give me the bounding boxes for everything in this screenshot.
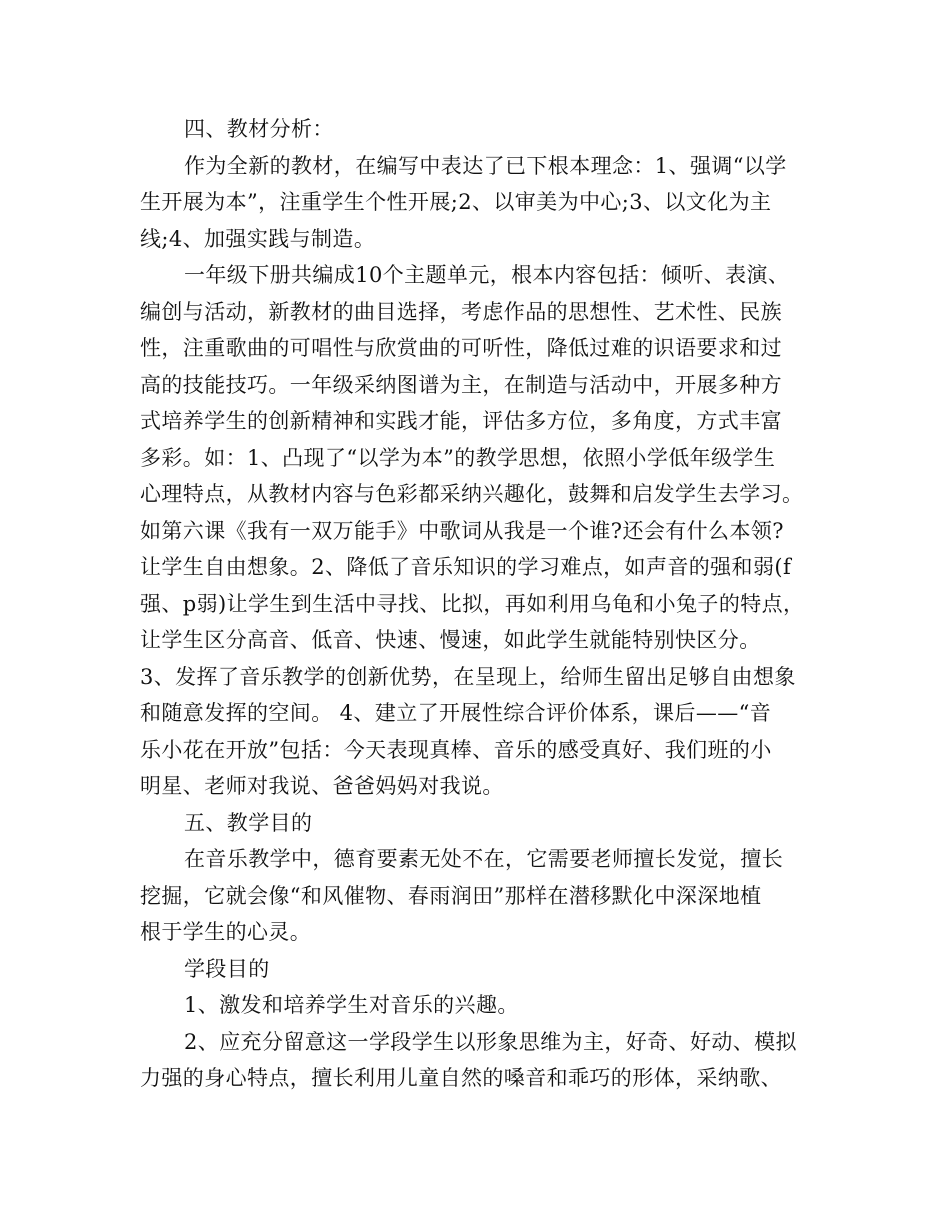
- text-line: 心理特点，从教材内容与色彩都采纳兴趣化，鼓舞和启发学生去学习。: [140, 482, 804, 506]
- text-line: 3、发挥了音乐教学的创新优势，在呈现上，给师生留出足够自由想象: [140, 664, 796, 689]
- text-line: 五、教学目的: [184, 810, 313, 835]
- text-line: 多彩。如：1、凸现了“以学为本”的教学思想，依照小学低年级学生: [140, 445, 776, 470]
- text-line: 生开展为本”，注重学生个性开展;2、以审美为中心;3、以文化为主: [140, 190, 772, 214]
- text-line: 1、激发和培养学生对音乐的兴趣。: [184, 993, 519, 1017]
- text-line: 一年级下册共编成10个主题单元，根本内容包括：倾听、表演、: [184, 263, 790, 287]
- text-line: 高的技能技巧。一年级采纳图谱为主，在制造与活动中，开展多种方: [140, 372, 782, 397]
- text-line: 明星、老师对我说、爸爸妈妈对我说。: [140, 774, 504, 798]
- document-body: [140, 111, 812, 1097]
- text-line: 让学生区分高音、低音、快速、慢速，如此学生就能特别快区分。: [140, 628, 761, 652]
- text-line: 式培养学生的创新精神和实践才能，评估多方位，多角度，方式丰富: [140, 409, 782, 433]
- text-line: 性，注重歌曲的可唱性与欣赏曲的可听性，降低过难的识语要求和过: [140, 336, 782, 360]
- text-line: 如第六课《我有一双万能手》中歌词从我是一个谁?还会有什么本领?: [140, 518, 784, 543]
- text-line: 编创与活动，新教材的曲目选择，考虑作品的思想性、艺术性、民族: [140, 299, 782, 324]
- text-line: 作为全新的教材，在编写中表达了已下根本理念：1、强调“以学: [184, 153, 787, 178]
- text-line: 和随意发挥的空间。 4、建立了开展性综合评价体系，课后——“音: [140, 701, 772, 725]
- text-line: 学段目的: [184, 956, 270, 981]
- text-line: 2、应充分留意这一学段学生以形象思维为主，好奇、好动、模拟: [184, 1029, 797, 1054]
- text-line: 在音乐教学中，德育要素无处不在，它需要老师擅长发觉，擅长: [184, 847, 784, 871]
- text-line: 根于学生的心灵。: [140, 920, 312, 944]
- text-line: 强、p弱)让学生到生活中寻找、比拟，再如利用乌龟和小兔子的特点，: [140, 591, 805, 616]
- text-line: 四、教材分析：: [184, 117, 334, 141]
- text-line: 挖掘，它就会像“和风催物、春雨润田”那样在潜移默化中深深地植: [140, 883, 762, 908]
- text-line: 让学生自由想象。2、降低了音乐知识的学习难点，如声音的强和弱(f: [140, 555, 792, 579]
- text-line: 线;4、加强实践与制造。: [140, 226, 376, 251]
- text-line: 乐小花在开放”包括：今天表现真棒、音乐的感受真好、我们班的小: [140, 737, 772, 762]
- text-line: 力强的身心特点，擅长利用儿童自然的嗓音和乖巧的形体，采纳歌、: [140, 1066, 782, 1090]
